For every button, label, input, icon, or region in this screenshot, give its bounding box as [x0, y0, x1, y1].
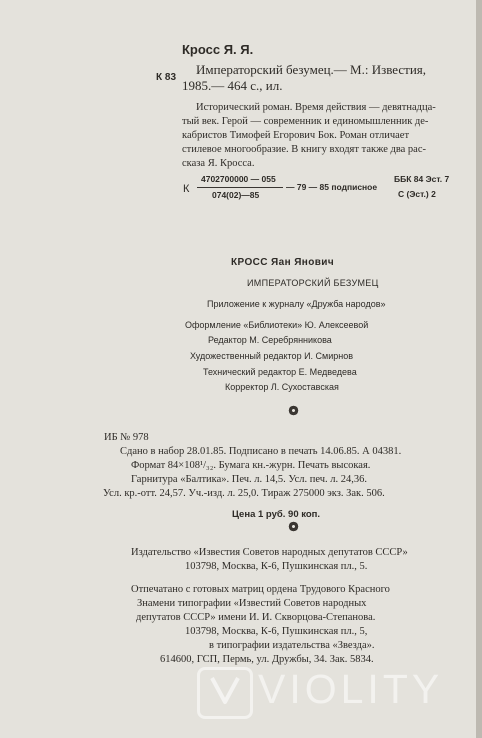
printer-line: Знамени типографии «Известий Советов народных [137, 598, 367, 609]
card-annotation-line: Исторический роман. Время действия — девятнадца- [196, 102, 436, 113]
card-author-heading: Кросс Я. Я. [182, 42, 254, 57]
printer-line: 103798, Москва, К-6, Пушкинская пл., 5, [185, 626, 368, 637]
credit-editor: Редактор М. Серебрянникова [208, 335, 332, 345]
bbk-code: ББК 84 Эст. 7 [394, 174, 450, 184]
card-bibliographic-line-2: 1985.— 464 с., ил. [182, 78, 283, 93]
imprint-author: КРОСС Яан Янович [231, 257, 335, 268]
card-annotation-line: сказа Я. Кросса. [182, 158, 255, 169]
card-annotation-line: тый век. Герой — современник и единомышленник де- [182, 116, 429, 127]
price: Цена 1 руб. 90 коп. [232, 509, 321, 520]
watermark-text: VIOLITY [258, 666, 444, 712]
formula-fraction-bar [197, 187, 283, 188]
printer-line: депутатов СССР» имени И. И. Скворцова-Степанова. [136, 612, 376, 623]
credit-proofreader: Корректор Л. Сухоставская [225, 382, 339, 392]
publisher-line: 103798, Москва, К-6, Пушкинская пл., 5. [185, 561, 368, 572]
printer-line: Отпечатано с готовых матриц ордена Трудового Красного [131, 584, 390, 595]
udk-code: С (Эст.) 2 [398, 189, 436, 199]
publisher-line: Издательство «Известия Советов народных депутатов СССР» [131, 547, 408, 558]
formula-denominator: 074(02)—85 [212, 190, 260, 200]
violity-logo-icon [197, 667, 253, 719]
printer-line: 614600, ГСП, Пермь, ул. Дружбы, 34. Зак. 5834. [160, 654, 374, 665]
card-annotation-line: кабристов Тимофей Егорович Бок. Роман отличает [182, 130, 410, 141]
credit-tech-editor: Технический редактор Е. Медведева [203, 367, 357, 377]
production-line: Сдано в набор 28.01.85. Подписано в печать 14.06.85. А 04381. [120, 446, 402, 457]
production-line: Формат 84×108¹/₃₂. Бумага кн.-журн. Печать высокая. [131, 460, 371, 471]
formula-letter: К [183, 183, 190, 195]
card-annotation-line: стилевое многообразие. В книгу входят также два рас- [182, 144, 426, 155]
credit-design: Оформление «Библиотеки» Ю. Алексеевой [185, 320, 369, 330]
production-line: Гарнитура «Балтика». Печ. л. 14,5. Усл. печ. л. 24,36. [131, 474, 368, 485]
card-shelf-code: К 83 [156, 72, 177, 83]
production-line: Усл. кр.-отт. 24,57. Уч.-изд. л. 25,0. Тираж 275000 экз. Зак. 506. [103, 488, 385, 499]
imprint-supplement: Приложение к журналу «Дружба народов» [207, 299, 386, 309]
credit-art-editor: Художественный редактор И. Смирнов [190, 351, 354, 361]
ornament-divider-icon [288, 405, 299, 416]
ornament-divider-icon [288, 521, 299, 532]
card-bibliographic-line-1: Императорский безумец.— М.: Известия, [196, 62, 427, 77]
formula-tail: — 79 — 85 подписное [286, 182, 378, 192]
printer-line: в типографии издательства «Звезда». [209, 640, 375, 651]
formula-numerator: 4702700000 — 055 [201, 174, 276, 184]
imprint-title: ИМПЕРАТОРСКИЙ БЕЗУМЕЦ [247, 278, 379, 288]
ib-number: ИБ № 978 [104, 432, 149, 443]
